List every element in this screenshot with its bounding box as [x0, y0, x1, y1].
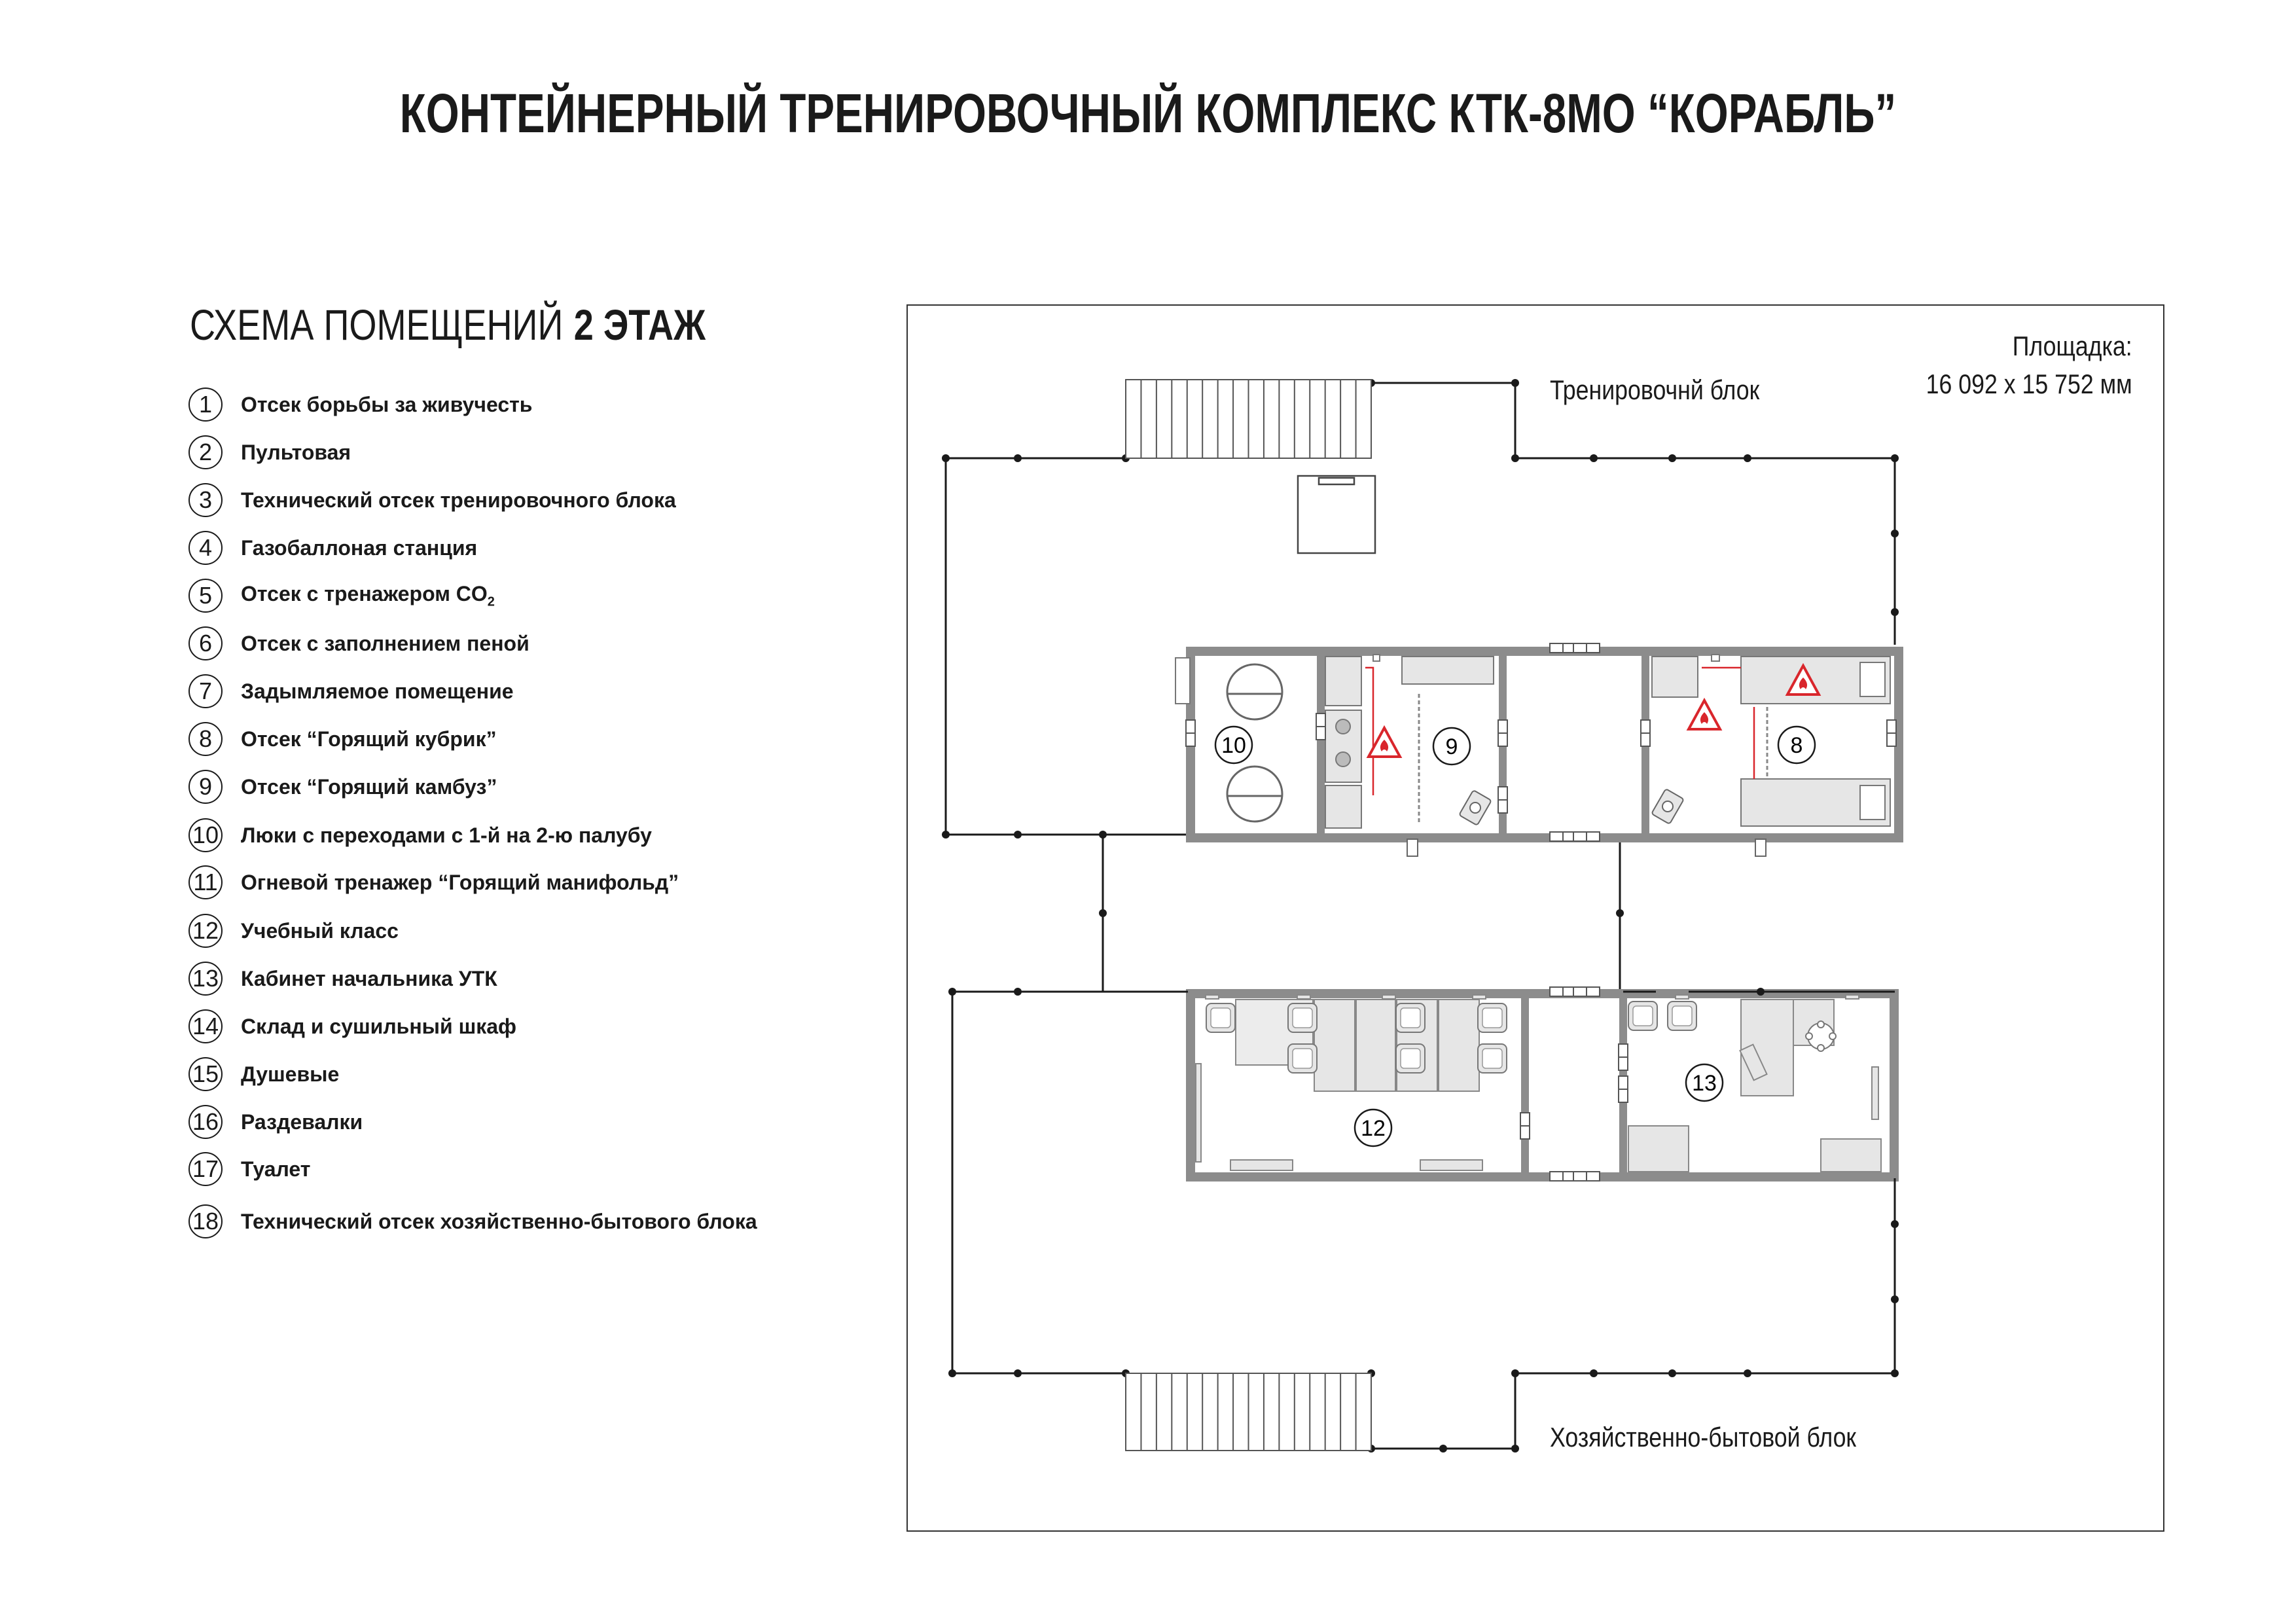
legend-label-text: Газобаллоная станция	[241, 535, 478, 560]
legend-label-text: Отсек “Горящий камбуз”	[241, 774, 497, 799]
scheme-floor: 2 ЭТАЖ	[573, 300, 706, 349]
legend-label-subscript: 2	[487, 594, 495, 609]
main-title: КОНТЕЙНЕРНЫЙ ТРЕНИРОВОЧНЫЙ КОМПЛЕКС КТК-8МО “КОРАБЛЬ”	[399, 82, 1897, 144]
hatch-box	[1298, 476, 1375, 553]
legend-number: 8	[188, 722, 223, 756]
legend-number: 9	[188, 770, 223, 804]
legend-label-text: Отсек с тренажером CO	[241, 581, 488, 605]
legend-number: 17	[188, 1152, 223, 1186]
legend-number: 13	[188, 962, 223, 996]
legend-number: 2	[188, 435, 223, 469]
legend-label-text: Отсек “Горящий кубрик”	[241, 727, 497, 751]
legend-label-text: Пультовая	[241, 440, 351, 464]
legend-number: 14	[188, 1009, 223, 1043]
stairs-bottom	[1126, 1373, 1371, 1451]
marker-13: 13	[1692, 1071, 1717, 1096]
legend-number: 10	[188, 818, 223, 852]
legend-label-text: Душевые	[241, 1062, 340, 1086]
legend-number: 1	[188, 388, 223, 422]
legend-label-text: Туалет	[241, 1157, 311, 1181]
legend-number: 5	[188, 579, 223, 613]
legend-label-text: Огневой тренажер “Горящий манифольд”	[241, 870, 679, 894]
legend-label-text: Технический отсек тренировочного блока	[241, 488, 676, 512]
area-label: Площадка:	[2013, 331, 2132, 361]
marker-10: 10	[1221, 733, 1246, 758]
marker-12: 12	[1361, 1116, 1386, 1141]
legend-label-text: Отсек борьбы за живучесть	[241, 392, 533, 416]
area-value: 16 092 x 15 752 мм	[1926, 369, 2132, 399]
legend-number: 6	[188, 626, 223, 660]
legend-number: 16	[188, 1105, 223, 1139]
legend-label-text: Раздевалки	[241, 1110, 363, 1134]
marker-9: 9	[1445, 734, 1458, 759]
household-block-label: Хозяйственно-бытовой блок	[1550, 1422, 1857, 1453]
legend-number: 3	[188, 483, 223, 517]
legend-label-text: Задымляемое помещение	[241, 679, 514, 703]
marker-8: 8	[1790, 733, 1803, 758]
legend-label-text: Учебный класс	[241, 918, 399, 943]
legend-number: 7	[188, 674, 223, 708]
legend-label-text: Склад и сушильный шкаф	[241, 1014, 517, 1038]
legend-number: 11	[188, 865, 223, 899]
training-block-label: Тренировочнй блок	[1550, 374, 1760, 405]
legend-label-text: Технический отсек хозяйственно-бытового блока	[241, 1209, 757, 1233]
scheme-label: СХЕМА ПОМЕЩЕНИЙ	[190, 300, 564, 349]
legend-label-text: Люки с переходами с 1-й на 2-ю палубу	[241, 823, 652, 847]
legend-number: 18	[188, 1204, 223, 1238]
legend-label-text: Отсек с заполнением пеной	[241, 631, 529, 655]
legend-label-text: Кабинет начальника УТК	[241, 966, 497, 990]
legend-number: 15	[188, 1057, 223, 1091]
legend-number: 4	[188, 531, 223, 565]
household-container	[1191, 987, 1894, 1181]
legend-number: 12	[188, 914, 223, 948]
stairs-top	[1126, 380, 1371, 458]
